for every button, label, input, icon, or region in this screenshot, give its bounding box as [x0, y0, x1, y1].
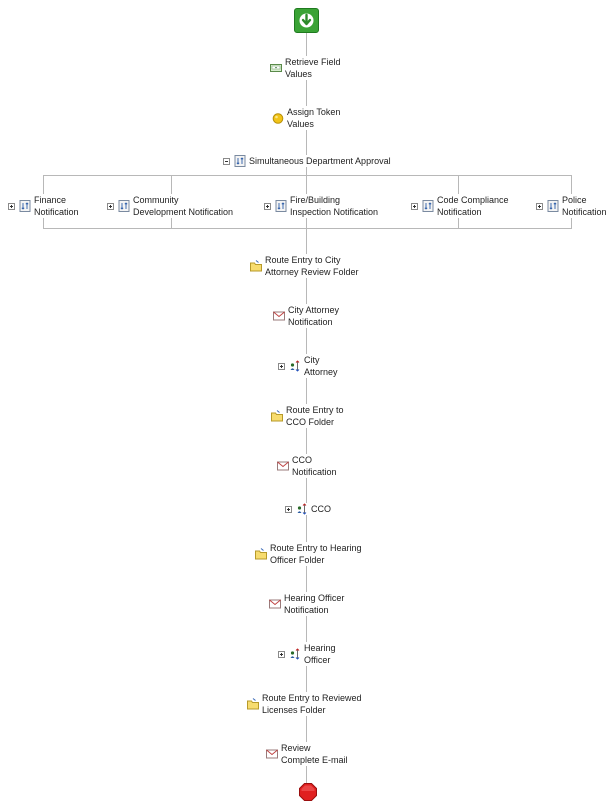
approval-icon [289, 648, 301, 660]
step-label: Retrieve Field Values [285, 57, 341, 79]
step-label: CCO [311, 504, 331, 514]
parallel-icon [234, 155, 246, 167]
token-icon [272, 112, 284, 124]
step-hearing-officer-approval[interactable] [276, 642, 338, 666]
step-simultaneous-department-approval[interactable] [221, 155, 393, 167]
step-route-reviewed-licenses-folder[interactable] [245, 692, 364, 716]
step-label: City Attorney Notification [288, 305, 340, 327]
step-label: Route Entry to Reviewed Licenses Folder [262, 693, 362, 715]
step-label: CCO Notification [292, 455, 337, 477]
start-arrow-icon [295, 9, 318, 32]
step-review-complete-email[interactable] [264, 742, 350, 766]
parallel-icon [547, 200, 559, 212]
approval-icon [296, 503, 308, 515]
branch-label: Code Compliance Notification [437, 195, 509, 217]
expand-icon[interactable] [536, 203, 543, 210]
email-icon [277, 460, 289, 472]
branch-label: Community Development Notification [133, 195, 234, 217]
parallel-icon [19, 200, 31, 212]
branch-top-bar [43, 175, 572, 176]
email-icon [266, 748, 278, 760]
folder-icon [255, 548, 267, 560]
main-connector-top [306, 33, 307, 175]
branch-label: Finance Notification [34, 195, 79, 217]
branch-code-compliance-notification[interactable] [409, 194, 511, 218]
email-icon [273, 310, 285, 322]
step-retrieve-field-values[interactable] [268, 56, 343, 80]
step-label: Hearing Officer [304, 643, 336, 665]
parallel-icon [422, 200, 434, 212]
email-icon [269, 598, 281, 610]
parallel-icon [118, 200, 130, 212]
folder-icon [247, 698, 259, 710]
folder-icon [271, 410, 283, 422]
branch-label: Police Notification [562, 195, 607, 217]
expand-icon[interactable] [264, 203, 271, 210]
folder-icon [250, 260, 262, 272]
step-route-hearing-officer-folder[interactable] [253, 542, 364, 566]
branch-police-notification[interactable] [534, 194, 609, 218]
expand-icon[interactable] [107, 203, 114, 210]
expand-icon[interactable] [278, 651, 285, 658]
branch-label: Fire/Building Inspection Notification [290, 195, 379, 217]
expand-icon[interactable] [411, 203, 418, 210]
step-label: Route Entry to Hearing Officer Folder [270, 543, 362, 565]
expand-icon[interactable] [278, 363, 285, 370]
retrieve-field-icon [270, 62, 282, 74]
step-assign-token-values[interactable] [270, 106, 342, 130]
step-route-cco-folder[interactable] [269, 404, 346, 428]
step-cco-approval[interactable] [283, 503, 333, 515]
step-label: Assign Token Values [287, 107, 341, 129]
step-label: Route Entry to City Attorney Review Folder [265, 255, 359, 277]
collapse-icon[interactable] [223, 158, 230, 165]
step-label: Hearing Officer Notification [284, 593, 345, 615]
expand-icon[interactable] [285, 506, 292, 513]
step-city-attorney-approval[interactable] [276, 354, 340, 378]
step-city-attorney-notification[interactable] [271, 304, 341, 328]
step-hearing-officer-notification[interactable] [267, 592, 346, 616]
expand-icon[interactable] [8, 203, 15, 210]
start-node[interactable] [294, 8, 319, 33]
approval-icon [289, 360, 301, 372]
step-route-city-attorney-folder[interactable] [248, 254, 361, 278]
branch-bottom-bar [43, 228, 572, 229]
step-label: City Attorney [304, 355, 338, 377]
stop-icon[interactable] [299, 783, 317, 801]
parallel-icon [275, 200, 287, 212]
branch-community-development-notification[interactable] [105, 194, 235, 218]
branch-fire-building-inspection-notification[interactable] [262, 194, 380, 218]
branch-finance-notification[interactable] [6, 194, 81, 218]
step-label: Simultaneous Department Approval [249, 156, 391, 166]
step-label: Route Entry to CCO Folder [286, 405, 344, 427]
step-cco-notification[interactable] [275, 454, 339, 478]
step-label: Review Complete E-mail [281, 743, 348, 765]
